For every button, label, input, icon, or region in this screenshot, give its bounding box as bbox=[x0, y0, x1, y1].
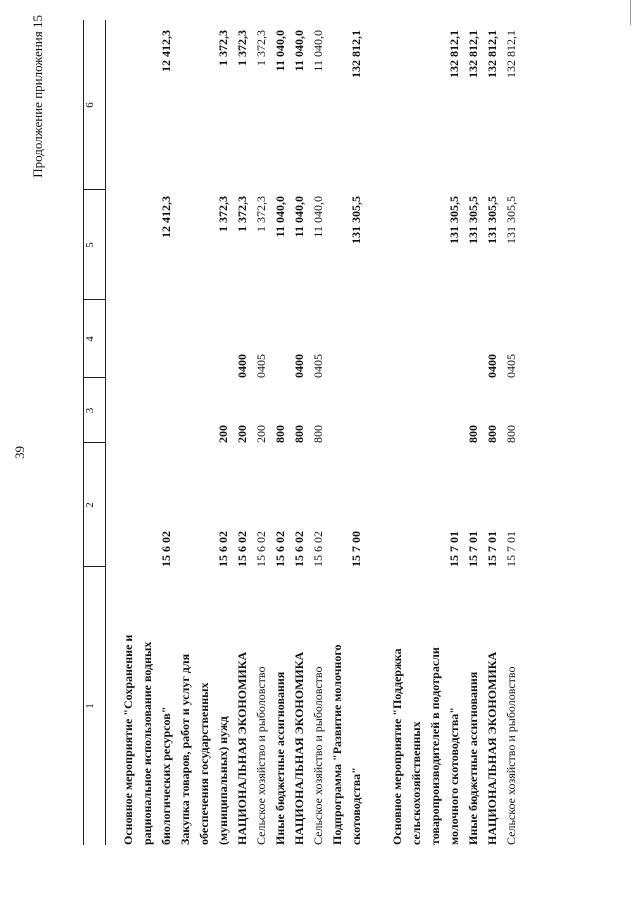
row-cell-c5: 131 305,5 bbox=[466, 196, 480, 244]
row-cell-code: 15 6 02 bbox=[273, 531, 287, 567]
row-cell-c3: 200 bbox=[216, 425, 230, 443]
continuation-label: Продолжение приложения 15 bbox=[30, 15, 45, 178]
row-name-line: НАЦИОНАЛЬНАЯ ЭКОНОМИКА bbox=[292, 651, 306, 845]
row-cell-c6: 11 040,0 bbox=[273, 30, 287, 72]
row-name-line: Подпрограмма "Развитие молочного bbox=[330, 644, 344, 845]
row-name-line: Сельское хозяйство и рыболовство bbox=[311, 666, 325, 845]
row-name bbox=[309, 666, 328, 845]
row-name-line: Иные бюджетные ассигнования bbox=[273, 671, 287, 845]
row-name bbox=[464, 672, 483, 845]
row-cell-c4: 0405 bbox=[311, 354, 325, 378]
row-name bbox=[388, 647, 464, 845]
row-cell-c6: 12 412,3 bbox=[159, 30, 173, 72]
row-name-line: Сельское хозяйство и рыболовство bbox=[254, 666, 268, 845]
row-cell-c3: 800 bbox=[504, 425, 518, 443]
row-name-line: обеспечения государственных bbox=[197, 682, 211, 845]
corner-mark bbox=[630, 0, 631, 25]
row-cell-c4: 0400 bbox=[235, 354, 249, 378]
row-cell-c6: 132 812,1 bbox=[447, 30, 461, 78]
row-name-line: сельскохозяйственных bbox=[409, 721, 423, 845]
row-cell-code: 15 6 02 bbox=[216, 531, 230, 567]
row-cell-c4: 0400 bbox=[485, 354, 499, 378]
row-name-line: НАЦИОНАЛЬНАЯ ЭКОНОМИКА bbox=[235, 651, 249, 845]
row-cell-c5: 1 372,3 bbox=[254, 196, 268, 232]
row-cell-code: 15 7 01 bbox=[485, 531, 499, 567]
row-cell-c5: 131 305,5 bbox=[504, 196, 518, 244]
row-cell-c6: 132 812,1 bbox=[349, 30, 363, 78]
row-cell-c3: 200 bbox=[254, 425, 268, 443]
row-name-line: молочного скотоводства" bbox=[447, 707, 461, 845]
row-cell-c3 bbox=[445, 383, 464, 443]
row-name bbox=[271, 672, 290, 845]
row-name-line: скотоводства" bbox=[349, 767, 363, 845]
row-cell-c5: 1 372,3 bbox=[235, 196, 249, 232]
col-header-1: 1 bbox=[84, 703, 96, 709]
col-header-6: 6 bbox=[84, 102, 96, 108]
row-cell-c3: 800 bbox=[466, 425, 480, 443]
row-cell-c6: 1 372,3 bbox=[235, 30, 249, 66]
row-cell-code: 15 7 00 bbox=[349, 531, 363, 567]
row-name-line: Основное мероприятие "Поддержка bbox=[390, 648, 404, 845]
row-name-line: НАЦИОНАЛЬНАЯ ЭКОНОМИКА bbox=[485, 651, 499, 845]
row-cell-code: 15 6 02 bbox=[311, 531, 325, 567]
row-cell-c6: 11 040,0 bbox=[292, 30, 306, 72]
row-name-line: Сельское хозяйство и рыболовство bbox=[504, 666, 518, 845]
row-cell-c3: 800 bbox=[311, 425, 325, 443]
col-header-2: 2 bbox=[84, 502, 96, 508]
row-cell-c5: 11 040,0 bbox=[311, 196, 325, 238]
row-cell-c4 bbox=[464, 308, 483, 378]
row-cell-c5: 131 305,5 bbox=[447, 196, 461, 244]
row-cell-c6: 1 372,3 bbox=[254, 30, 268, 66]
row-cell-c3: 800 bbox=[292, 425, 306, 443]
row-cell-c6: 132 812,1 bbox=[504, 30, 518, 78]
row-cell-c4: 0405 bbox=[504, 354, 518, 378]
row-name bbox=[290, 652, 309, 845]
row-name bbox=[252, 666, 271, 845]
row-name bbox=[119, 635, 176, 845]
row-cell-c4 bbox=[347, 308, 366, 378]
row-cell-c3 bbox=[157, 383, 176, 443]
row-name-line: товаропроизводителей в подотрасли bbox=[428, 647, 442, 845]
row-name-line: биологических ресурсов" bbox=[159, 706, 173, 845]
row-cell-code: 15 6 02 bbox=[235, 531, 249, 567]
row-cell-c3: 800 bbox=[485, 425, 499, 443]
row-cell-c4: 0400 bbox=[292, 354, 306, 378]
row-cell-c6: 132 812,1 bbox=[485, 30, 499, 78]
row-cell-c3 bbox=[347, 383, 366, 443]
row-cell-c4 bbox=[157, 308, 176, 378]
row-cell-c3: 800 bbox=[273, 425, 287, 443]
row-cell-code: 15 6 02 bbox=[254, 531, 268, 567]
col-header-3: 3 bbox=[84, 407, 96, 414]
row-cell-code: 15 7 01 bbox=[504, 531, 518, 567]
row-cell-code: 15 6 02 bbox=[292, 531, 306, 567]
row-cell-c6: 11 040,0 bbox=[311, 30, 325, 72]
row-cell-c6: 1 372,3 bbox=[216, 30, 230, 66]
row-name bbox=[233, 652, 252, 845]
row-name-line: Основное мероприятие "Сохранение и bbox=[121, 634, 135, 845]
row-cell-c5: 11 040,0 bbox=[273, 196, 287, 238]
row-cell-c3: 200 bbox=[235, 425, 249, 443]
header-bottom-border bbox=[105, 20, 106, 845]
page-number: 39 bbox=[12, 446, 27, 459]
row-name bbox=[483, 652, 502, 845]
row-cell-c5: 1 372,3 bbox=[216, 196, 230, 232]
row-name bbox=[502, 666, 521, 845]
row-name bbox=[176, 654, 233, 845]
row-cell-c5: 131 305,5 bbox=[485, 196, 499, 244]
row-cell-code: 15 7 01 bbox=[466, 531, 480, 567]
row-name-line: рациональное использование водных bbox=[140, 641, 154, 845]
row-cell-c5: 12 412,3 bbox=[159, 196, 173, 238]
row-cell-c4: 0405 bbox=[254, 354, 268, 378]
row-cell-c6: 132 812,1 bbox=[466, 30, 480, 78]
row-name-line: Закупка товаров, работ и услуг для bbox=[178, 653, 192, 845]
row-cell-code: 15 6 02 bbox=[159, 531, 173, 567]
row-cell-c4 bbox=[445, 308, 464, 378]
row-cell-c5: 11 040,0 bbox=[292, 196, 306, 238]
row-name-line: (муниципальных) нужд bbox=[216, 716, 230, 845]
row-cell-c4 bbox=[271, 308, 290, 378]
col-header-4: 4 bbox=[84, 336, 96, 342]
row-cell-c4 bbox=[214, 308, 233, 378]
row-name-line: Иные бюджетные ассигнования bbox=[466, 671, 480, 845]
row-name bbox=[328, 645, 366, 846]
row-cell-code: 15 7 01 bbox=[447, 531, 461, 567]
col-header-5: 5 bbox=[84, 242, 96, 248]
row-cell-c5: 131 305,5 bbox=[349, 196, 363, 244]
